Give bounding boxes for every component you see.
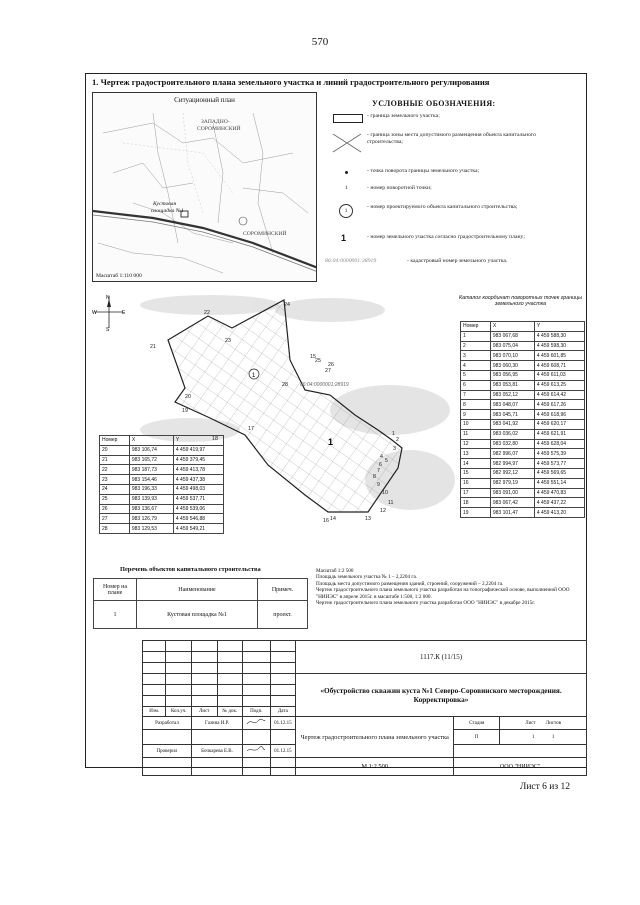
cell-y: 4 459 608,71: [534, 361, 584, 371]
svg-text:W: W: [92, 310, 97, 316]
cell-x: 983 067,68: [490, 331, 534, 341]
cell-number: 15: [461, 468, 491, 478]
svg-text:3: 3: [393, 446, 396, 452]
table-row: 1 Кустовая площадка №1 проект.: [94, 601, 308, 629]
place-label-pad: Кустовая площадка №1: [151, 201, 184, 214]
table-row: [461, 429, 585, 439]
objects-caption: Перечень объектов капитального строительства: [120, 566, 261, 573]
cell-x: 983 101,47: [490, 508, 534, 518]
svg-text:26: 26: [328, 362, 334, 368]
table-row: [100, 514, 224, 524]
cell-number: 24: [100, 484, 130, 494]
objects-table: [93, 578, 308, 629]
legend-item-zone: - граница зоны места допустимого размещения объекта капитального строительства;: [325, 128, 580, 168]
svg-text:E: E: [122, 310, 126, 316]
cell-x: 983 106,74: [129, 445, 173, 455]
table-row: [100, 524, 224, 534]
table-row: [461, 390, 585, 400]
plot-number: 1: [328, 437, 334, 447]
svg-text:19: 19: [182, 408, 188, 414]
cell-y: 4 459 470,83: [534, 488, 584, 498]
cell-y: 4 459 598,30: [534, 341, 584, 351]
cell-x: 983 129,53: [129, 524, 173, 534]
svg-text:9: 9: [377, 482, 380, 488]
cell-y: 4 459 413,78: [173, 465, 223, 475]
table-row: [461, 419, 585, 429]
cell-y: 4 459 601,85: [534, 351, 584, 361]
table-row: [100, 484, 224, 494]
cell-number: 5: [461, 370, 491, 380]
col-x: X: [490, 322, 534, 332]
cell-number: 4: [461, 361, 491, 371]
objects-header-note: Примеч.: [258, 579, 308, 601]
cell-y: 4 459 549,21: [173, 524, 223, 534]
cell-number: 8: [461, 400, 491, 410]
cell-number: 28: [100, 524, 130, 534]
cell-x: 982 996,07: [490, 449, 534, 459]
cell-x: 983 070,10: [490, 351, 534, 361]
cell-number: 17: [461, 488, 491, 498]
cell-number: 1: [461, 331, 491, 341]
svg-text:1: 1: [392, 431, 395, 437]
cell-x: 982 994,97: [490, 459, 534, 469]
table-row: [461, 468, 585, 478]
stamp-project: «Обустройство скважин куста №1 Северо-Соровинского месторождения. Корректировка»: [296, 674, 587, 717]
cell-number: 3: [461, 351, 491, 361]
cell-number: 12: [461, 439, 491, 449]
table-row: [461, 410, 585, 420]
legend-item-boundary: - граница земельного участка;: [325, 112, 580, 128]
cell-y: 4 459 575,39: [534, 449, 584, 459]
cell-number: 25: [100, 494, 130, 504]
title-block: 1117.К (11/15) «Обустройство скважин куста №1 Северо-Соровинского месторождения. Корректировка» Изм. Кол.уч. Лист № док. Подп. Дата Разработал Газина И.Р. 01.12.15 Чертеж градостроительного плана земельного участка Стадия Лист Листов П 1 1 Проверил Бочкарева Е.В. 01.12.15 М 1:2 500 ООО "НИИЭС": [142, 640, 587, 776]
drawing-notes: Масштаб 1:2 500 Площадь земельного участка № 1 – 2,2204 га. Площадь места допустимого размещения зданий, строений, сооружений – 2,2204 га. Чертеж градостроительного плана земельного участка разработан на топографической основе, выполненной ООО "НИИЭС" в апреле 2015г. в масштабе 1:500, 1:2 000. Чертеж градостроительного плана земельного участка разработан ООО "НИИЭС" в декабре 2015г.: [316, 568, 570, 607]
table-row: [100, 465, 224, 475]
place-label-west: ЗАПАДНО-СОРОМИНСКИЙ: [197, 119, 241, 132]
legend-item-point: - точка поворота границы земельного участка;: [325, 168, 580, 184]
legend-item-point-number: 1 - номер поворотной точки;: [345, 185, 432, 191]
svg-text:17: 17: [248, 426, 254, 432]
table-row: [461, 341, 585, 351]
col-number: Номер: [100, 436, 130, 446]
svg-text:28: 28: [282, 382, 288, 388]
cell-x: 983 154,46: [129, 475, 173, 485]
cell-y: 4 459 419,97: [173, 445, 223, 455]
objects-header-name: Наименование: [137, 579, 258, 601]
cell-number: 6: [461, 380, 491, 390]
table-row: [461, 498, 585, 508]
cell-y: 4 459 618,96: [534, 410, 584, 420]
coord-table-right: [460, 321, 585, 518]
cell-y: 4 459 569,65: [534, 468, 584, 478]
stamp-code: 1117.К (11/15): [296, 641, 587, 674]
cell-number: 9: [461, 410, 491, 420]
cell-number: 26: [100, 504, 130, 514]
cell-number: 22: [100, 465, 130, 475]
situation-plan-label: Ситуационный план: [174, 96, 235, 104]
place-label-east: СОРОМИНСКИЙ: [243, 231, 287, 237]
coord-table-left: [99, 435, 224, 534]
svg-text:24: 24: [284, 302, 290, 308]
cell-y: 4 459 537,71: [173, 494, 223, 504]
legend-item-plot-number: 1 - номер земельного участка согласно градостроительному плану;: [341, 233, 525, 243]
object-number: 1: [252, 373, 256, 379]
cell-y: 4 459 539,06: [173, 504, 223, 514]
svg-text:2: 2: [396, 437, 399, 443]
cell-x: 983 048,07: [490, 400, 534, 410]
svg-text:23: 23: [225, 338, 231, 344]
table-row: [461, 400, 585, 410]
drawing-title: 1. Чертеж градостроительного плана земельного участка и линий градостроительного регулирования: [92, 77, 490, 87]
svg-text:14: 14: [330, 516, 336, 522]
cell-y: 4 459 628,04: [534, 439, 584, 449]
cell-x: 983 136,67: [129, 504, 173, 514]
page-number: 570: [311, 36, 329, 48]
table-row: [461, 488, 585, 498]
cell-x: 982 979,19: [490, 478, 534, 488]
cell-y: 4 459 621,91: [534, 429, 584, 439]
table-row: [100, 494, 224, 504]
cell-number: 7: [461, 390, 491, 400]
table-row: [461, 459, 585, 469]
table-row: [461, 361, 585, 371]
cell-number: 18: [461, 498, 491, 508]
cell-number: 13: [461, 449, 491, 459]
svg-text:12: 12: [380, 508, 386, 514]
cell-y: 4 459 614,42: [534, 390, 584, 400]
svg-text:16: 16: [323, 518, 329, 524]
svg-text:4: 4: [380, 454, 383, 460]
svg-text:20: 20: [185, 394, 191, 400]
cell-x: 983 052,12: [490, 390, 534, 400]
table-row: [461, 449, 585, 459]
cell-x: 983 091,00: [490, 488, 534, 498]
cell-x: 983 139,93: [129, 494, 173, 504]
situation-scale: Масштаб 1:110 000: [96, 273, 142, 279]
svg-text:7: 7: [377, 468, 380, 474]
table-row: [461, 478, 585, 488]
svg-text:8: 8: [373, 474, 376, 480]
catalog-caption: Каталог координат поворотных точек границы земельного участка: [459, 295, 582, 307]
cell-y: 4 459 617,26: [534, 400, 584, 410]
cell-y: 4 459 413,20: [534, 508, 584, 518]
stamp-scale: М 1:2 500: [296, 758, 454, 776]
svg-text:21: 21: [150, 344, 156, 350]
cell-x: 983 041,92: [490, 419, 534, 429]
col-number: Номер: [461, 322, 491, 332]
cell-x: 983 196,33: [129, 484, 173, 494]
cell-number: 19: [461, 508, 491, 518]
cell-number: 23: [100, 475, 130, 485]
cell-y: 4 459 620,17: [534, 419, 584, 429]
stamp-org: ООО "НИИЭС": [454, 758, 587, 776]
table-row: [461, 331, 585, 341]
col-y: Y: [173, 436, 223, 446]
cell-number: 2: [461, 341, 491, 351]
cell-y: 4 459 551,14: [534, 478, 584, 488]
cadastral-label: 86:04:0000001:28919: [300, 382, 349, 388]
cell-number: 20: [100, 445, 130, 455]
svg-text:18: 18: [212, 436, 218, 442]
cell-x: 983 067,42: [490, 498, 534, 508]
cell-x: 983 126,79: [129, 514, 173, 524]
svg-text:25: 25: [315, 358, 321, 364]
col-y: Y: [534, 322, 584, 332]
cell-number: 27: [100, 514, 130, 524]
cell-y: 4 459 379,45: [173, 455, 223, 465]
table-row: [461, 380, 585, 390]
svg-text:S: S: [106, 327, 110, 331]
cell-number: 21: [100, 455, 130, 465]
cell-y: 4 459 611,03: [534, 370, 584, 380]
stamp-row-checker: Проверил Бочкарева Е.В. 01.12.15: [143, 745, 587, 758]
legend: [325, 112, 580, 272]
table-row: [461, 508, 585, 518]
svg-text:6: 6: [379, 462, 382, 468]
table-row: [100, 455, 224, 465]
situation-plan: [92, 92, 317, 282]
svg-text:5: 5: [385, 458, 388, 464]
col-x: X: [129, 436, 173, 446]
cell-x: 983 060,30: [490, 361, 534, 371]
table-row: [461, 370, 585, 380]
situation-map: [93, 93, 317, 282]
stamp-row-developer: Разработал Газина И.Р. 01.12.15 Чертеж градостроительного плана земельного участка Стадия Лист Листов: [143, 717, 587, 730]
cell-y: 4 459 613,25: [534, 380, 584, 390]
cell-y: 4 459 546,88: [173, 514, 223, 524]
stamp-doc-title: Чертеж градостроительного плана земельного участка: [296, 717, 454, 758]
cell-x: 983 032,80: [490, 439, 534, 449]
cell-x: 983 036,02: [490, 429, 534, 439]
table-row: [100, 475, 224, 485]
cell-x: 983 056,95: [490, 370, 534, 380]
cell-number: 11: [461, 429, 491, 439]
cell-y: 4 459 573,77: [534, 459, 584, 469]
cell-x: 983 053,81: [490, 380, 534, 390]
cell-y: 4 459 437,38: [173, 475, 223, 485]
cell-y: 4 459 498,03: [173, 484, 223, 494]
legend-item-object-number: 1 - номер проектируемого объекта капитального строительства;: [325, 204, 580, 234]
compass-icon: [92, 293, 126, 331]
cell-number: 16: [461, 478, 491, 488]
svg-text:11: 11: [388, 500, 394, 506]
svg-text:N: N: [106, 295, 110, 301]
cell-x: 983 187,73: [129, 465, 173, 475]
cell-y: 4 459 437,22: [534, 498, 584, 508]
objects-header-number: Номер на плане: [94, 579, 137, 601]
legend-item-cadastral: 86:04:0000001:28919 - кадастровый номер земельного участка.: [325, 258, 508, 264]
cell-number: 14: [461, 459, 491, 469]
signature: [243, 717, 271, 730]
cell-x: 983 075,04: [490, 341, 534, 351]
legend-title: УСЛОВНЫЕ ОБОЗНАЧЕНИЯ:: [372, 99, 496, 108]
table-row: [100, 504, 224, 514]
cell-x: 983 165,72: [129, 455, 173, 465]
svg-text:15: 15: [310, 354, 316, 360]
signature: [243, 745, 271, 758]
sheet-label: Лист 6 из 12: [519, 782, 570, 792]
cell-x: 983 045,71: [490, 410, 534, 420]
svg-text:10: 10: [382, 490, 388, 496]
table-row: [100, 445, 224, 455]
svg-text:27: 27: [325, 368, 331, 374]
svg-text:13: 13: [365, 516, 371, 522]
cell-y: 4 459 588,30: [534, 331, 584, 341]
cell-x: 982 992,12: [490, 468, 534, 478]
table-row: [461, 439, 585, 449]
table-row: [461, 351, 585, 361]
cell-number: 10: [461, 419, 491, 429]
svg-text:22: 22: [204, 310, 210, 316]
